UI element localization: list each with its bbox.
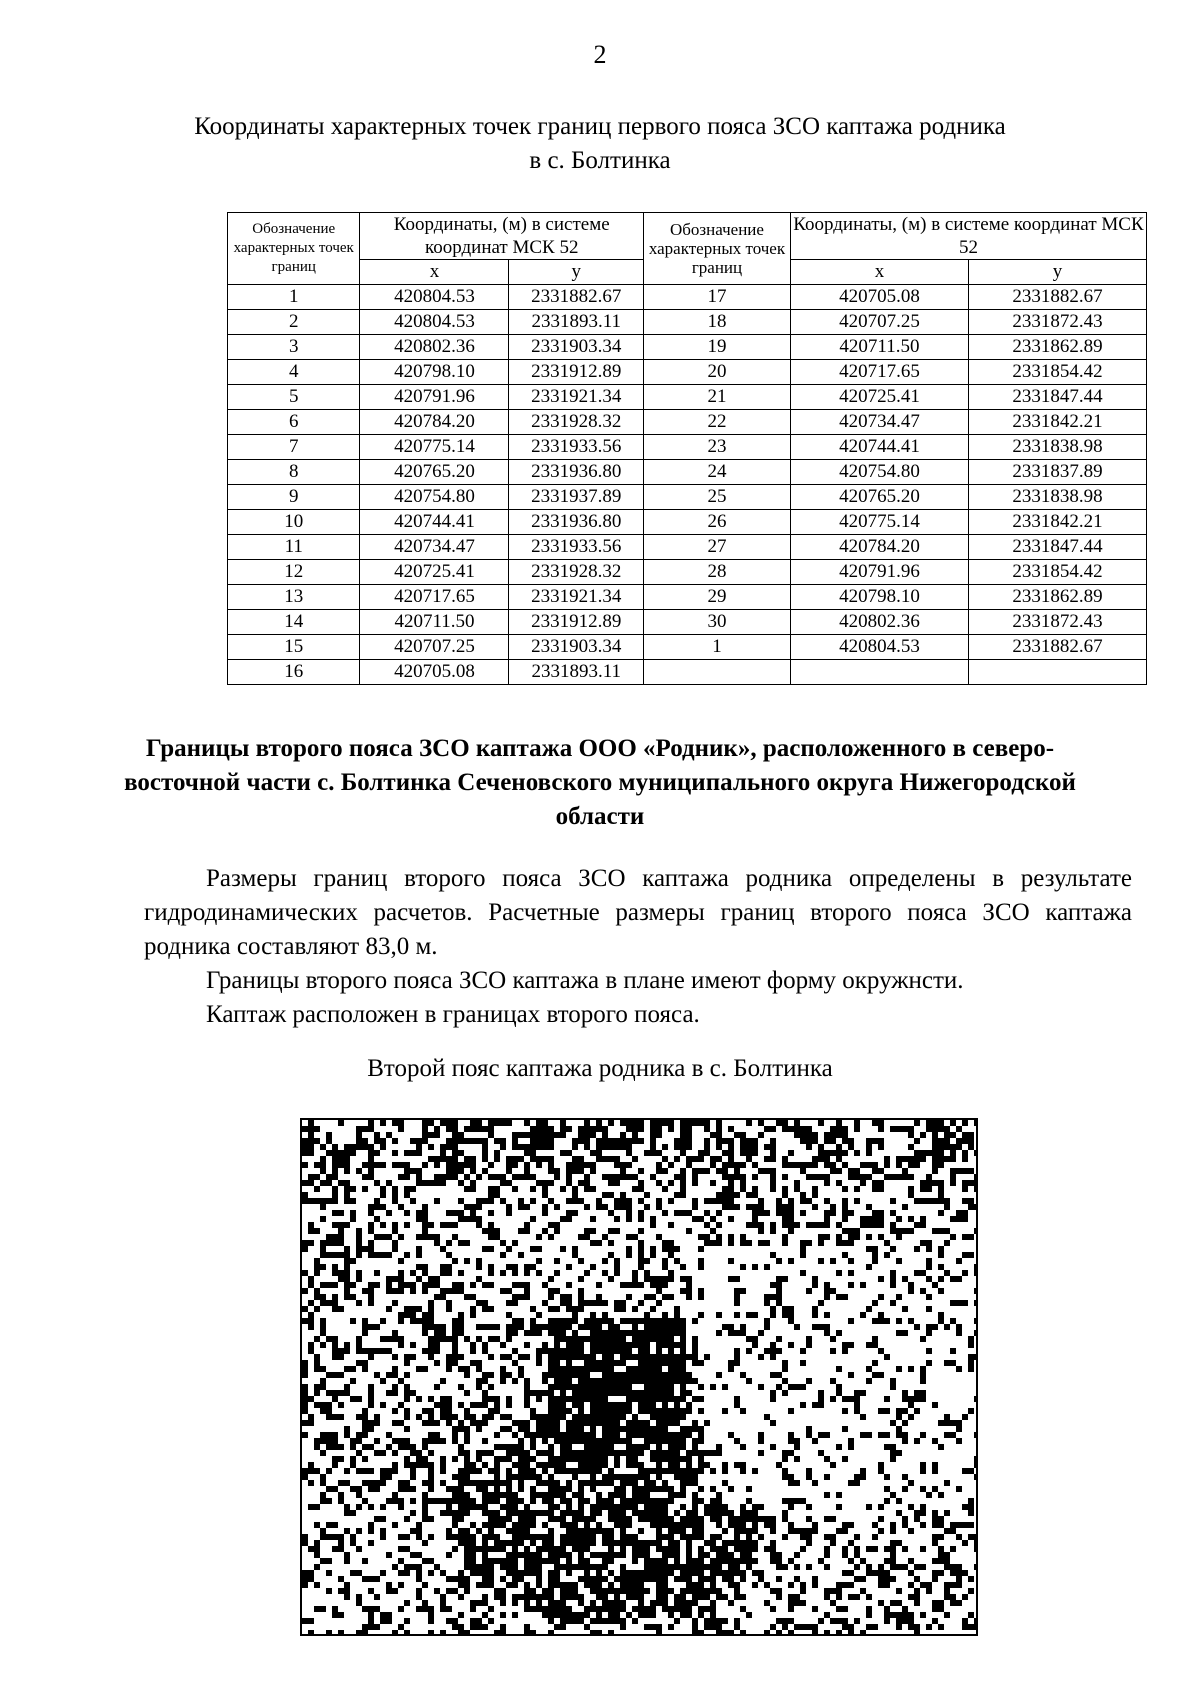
y-cell: 2331847.44 (968, 535, 1146, 560)
point-cell: 29 (644, 585, 791, 610)
x-cell: 420798.10 (360, 360, 509, 385)
x-cell: 420707.25 (360, 635, 509, 660)
table-title-line-1: Координаты характерных точек границ первого пояса ЗСО каптажа родника (194, 113, 1006, 140)
x-cell: 420717.65 (790, 360, 968, 385)
y-cell: 2331936.80 (509, 460, 644, 485)
point-cell: 1 (644, 635, 791, 660)
y-cell: 2331838.98 (968, 485, 1146, 510)
x-cell: 420802.36 (790, 610, 968, 635)
point-cell: 14 (228, 610, 360, 635)
table-title-line-2: в с. Болтинка (529, 147, 671, 174)
y-header-left: y (509, 260, 644, 285)
y-cell: 2331921.34 (509, 585, 644, 610)
x-cell: 420705.08 (790, 285, 968, 310)
x-cell: 420725.41 (360, 560, 509, 585)
y-cell: 2331842.21 (968, 510, 1146, 535)
point-cell: 12 (228, 560, 360, 585)
y-cell: 2331847.44 (968, 385, 1146, 410)
x-cell: 420775.14 (360, 435, 509, 460)
point-cell: 9 (228, 485, 360, 510)
table-row (228, 585, 1147, 610)
table-row (228, 435, 1147, 460)
y-cell: 2331854.42 (968, 360, 1146, 385)
table-row (228, 285, 1147, 310)
point-cell: 7 (228, 435, 360, 460)
table-row (228, 460, 1147, 485)
y-cell: 2331928.32 (509, 410, 644, 435)
point-cell: 15 (228, 635, 360, 660)
table-row (228, 310, 1147, 335)
paragraph: Размеры границ второго пояса ЗСО каптажа родника определены в результате гидродинамических расчетов. Расчетные размеры границ второго пояса ЗСО каптажа родника составляют 83,0 м. (144, 865, 1132, 960)
table-row (228, 635, 1147, 660)
table-row (228, 535, 1147, 560)
table-row (228, 560, 1147, 585)
y-cell (968, 660, 1146, 685)
x-cell: 420754.80 (360, 485, 509, 510)
table-row (228, 485, 1147, 510)
x-cell: 420765.20 (360, 460, 509, 485)
table-row (228, 610, 1147, 635)
x-cell: 420784.20 (790, 535, 968, 560)
y-cell: 2331882.67 (968, 635, 1146, 660)
point-cell: 30 (644, 610, 791, 635)
y-cell: 2331903.34 (509, 635, 644, 660)
point-cell: 11 (228, 535, 360, 560)
point-cell: 20 (644, 360, 791, 385)
table-row (228, 660, 1147, 685)
table-row (228, 360, 1147, 385)
satellite-map-image (300, 1118, 978, 1636)
coordinates-table-body (228, 285, 1147, 685)
paragraph: Каптаж расположен в границах второго пояса. (206, 1001, 700, 1028)
y-cell: 2331928.32 (509, 560, 644, 585)
point-header-right: Обозначение характерных точек границ (644, 213, 791, 285)
x-cell: 420804.53 (790, 635, 968, 660)
point-cell: 17 (644, 285, 791, 310)
x-cell: 420775.14 (790, 510, 968, 535)
point-cell: 23 (644, 435, 791, 460)
point-cell: 2 (228, 310, 360, 335)
x-cell: 420791.96 (790, 560, 968, 585)
x-cell (790, 660, 968, 685)
y-cell: 2331838.98 (968, 435, 1146, 460)
x-cell: 420744.41 (790, 435, 968, 460)
point-cell: 3 (228, 335, 360, 360)
y-cell: 2331882.67 (509, 285, 644, 310)
table-row (228, 510, 1147, 535)
body-text (144, 862, 1132, 1032)
y-cell: 2331893.11 (509, 660, 644, 685)
coordinates-table (227, 212, 1147, 685)
point-cell: 1 (228, 285, 360, 310)
x-cell: 420804.53 (360, 285, 509, 310)
y-cell: 2331842.21 (968, 410, 1146, 435)
point-cell: 19 (644, 335, 791, 360)
table-row (228, 410, 1147, 435)
x-cell: 420798.10 (790, 585, 968, 610)
x-cell: 420705.08 (360, 660, 509, 685)
satellite-map-raster (302, 1120, 976, 1634)
x-cell: 420725.41 (790, 385, 968, 410)
y-cell: 2331933.56 (509, 535, 644, 560)
coords-header-right: Координаты, (м) в системе координат МСК 52 (790, 213, 1146, 260)
x-cell: 420784.20 (360, 410, 509, 435)
map-caption: Второй пояс каптажа родника в с. Болтинка (367, 1055, 833, 1082)
x-cell: 420802.36 (360, 335, 509, 360)
table-row (228, 385, 1147, 410)
x-cell: 420765.20 (790, 485, 968, 510)
x-cell: 420717.65 (360, 585, 509, 610)
y-cell: 2331921.34 (509, 385, 644, 410)
y-cell: 2331903.34 (509, 335, 644, 360)
x-header-left: x (360, 260, 509, 285)
point-header-left: Обозначение характерных точек границ (228, 213, 360, 285)
x-cell: 420734.47 (360, 535, 509, 560)
point-cell (644, 660, 791, 685)
paragraph: Границы второго пояса ЗСО каптажа в плане имеют форму окружнсти. (206, 967, 964, 994)
x-cell: 420734.47 (790, 410, 968, 435)
section-heading: Границы второго пояса ЗСО каптажа ООО «Родник», расположенного в северо-восточной части с. Болтинка Сеченовского муниципального округа Нижегородской области (124, 735, 1076, 830)
point-cell: 21 (644, 385, 791, 410)
point-cell: 26 (644, 510, 791, 535)
y-cell: 2331936.80 (509, 510, 644, 535)
y-header-right: y (968, 260, 1146, 285)
point-cell: 25 (644, 485, 791, 510)
y-cell: 2331862.89 (968, 335, 1146, 360)
point-cell: 5 (228, 385, 360, 410)
x-cell: 420707.25 (790, 310, 968, 335)
x-cell: 420791.96 (360, 385, 509, 410)
y-cell: 2331937.89 (509, 485, 644, 510)
x-cell: 420744.41 (360, 510, 509, 535)
table-row (228, 335, 1147, 360)
y-cell: 2331872.43 (968, 610, 1146, 635)
x-cell: 420711.50 (790, 335, 968, 360)
point-cell: 16 (228, 660, 360, 685)
point-cell: 28 (644, 560, 791, 585)
y-cell: 2331862.89 (968, 585, 1146, 610)
page-number: 2 (593, 40, 607, 69)
y-cell: 2331837.89 (968, 460, 1146, 485)
x-header-right: x (790, 260, 968, 285)
point-cell: 6 (228, 410, 360, 435)
point-cell: 24 (644, 460, 791, 485)
y-cell: 2331854.42 (968, 560, 1146, 585)
point-cell: 13 (228, 585, 360, 610)
y-cell: 2331872.43 (968, 310, 1146, 335)
y-cell: 2331912.89 (509, 360, 644, 385)
x-cell: 420804.53 (360, 310, 509, 335)
coords-header-left: Координаты, (м) в системе координат МСК 52 (360, 213, 644, 260)
y-cell: 2331882.67 (968, 285, 1146, 310)
y-cell: 2331912.89 (509, 610, 644, 635)
x-cell: 420711.50 (360, 610, 509, 635)
point-cell: 18 (644, 310, 791, 335)
y-cell: 2331933.56 (509, 435, 644, 460)
point-cell: 10 (228, 510, 360, 535)
y-cell: 2331893.11 (509, 310, 644, 335)
point-cell: 8 (228, 460, 360, 485)
point-cell: 22 (644, 410, 791, 435)
point-cell: 27 (644, 535, 791, 560)
x-cell: 420754.80 (790, 460, 968, 485)
table-title (0, 110, 1200, 178)
point-cell: 4 (228, 360, 360, 385)
